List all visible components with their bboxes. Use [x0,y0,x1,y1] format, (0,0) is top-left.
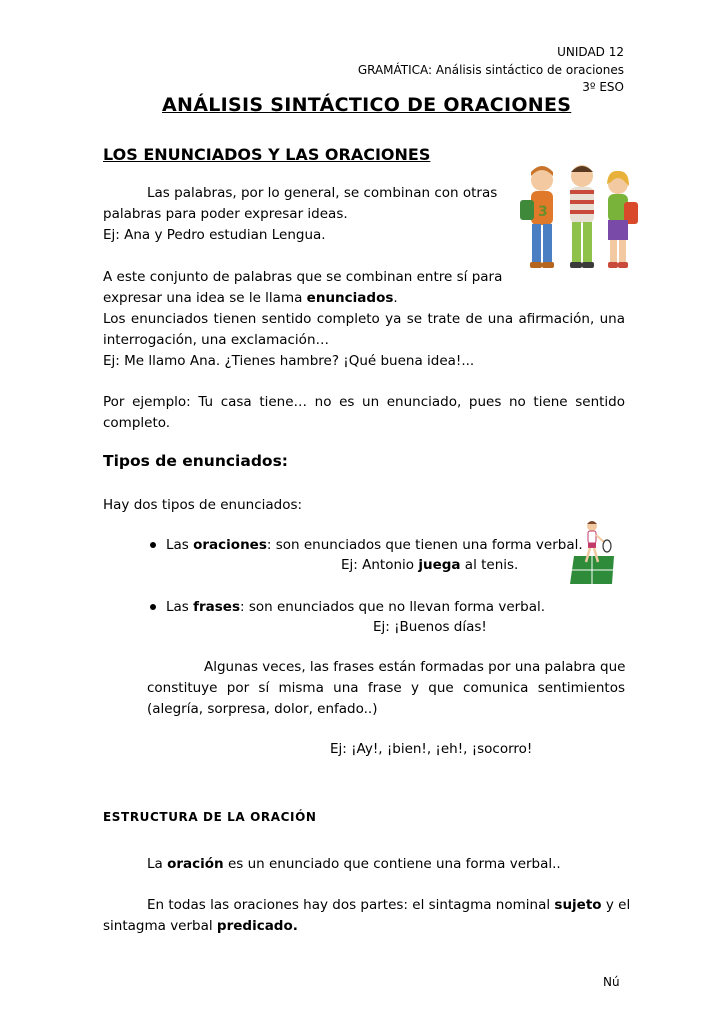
section-heading-tipos: Tipos de enunciados: [103,452,289,470]
section-heading-estructura: ESTRUCTURA DE LA ORACIÓN [103,810,317,824]
paragraph-line: palabras para poder expresar ideas. [103,206,348,222]
page-number: Nú [603,975,620,989]
paragraph-line: expresar una idea se le llama enunciados. [103,290,398,306]
svg-text:3: 3 [538,204,548,220]
paragraph-line: Los enunciados tienen sentido completo ya se trate de una afirmación, una [103,311,625,327]
paragraph-line: Por ejemplo: Tu casa tiene… no es un enunciado, pues no tiene sentido [103,394,625,410]
bullet-icon [150,604,156,610]
paragraph-line: La oración es un enunciado que contiene una forma verbal.. [147,856,561,872]
paragraph-line: completo. [103,415,171,431]
paragraph-line: A este conjunto de palabras que se combinan entre sí para [103,269,503,285]
students-illustration [512,160,644,272]
child-left-figure [520,166,554,268]
example-line: Ej: Ana y Pedro estudian Lengua. [103,227,326,243]
child-middle-figure [570,165,594,268]
child-right-figure [607,171,638,268]
paragraph-line: sintagma verbal predicado. [103,918,298,934]
section-heading-enunciados: LOS ENUNCIADOS Y LAS ORACIONES [103,145,431,164]
tennis-player-illustration [568,518,616,584]
paragraph-line: (alegría, sorpresa, dolor, enfado..) [147,701,378,717]
header-unit: UNIDAD 12 [557,45,624,59]
example-line: Ej: ¡Buenos días! [373,619,487,635]
header-course: 3º ESO [582,80,624,94]
paragraph-line: constituye por sí misma una frase y que comunica sentimientos [147,680,625,696]
example-line: Ej: Me llamo Ana. ¿Tienes hambre? ¡Qué buena idea!... [103,353,475,369]
paragraph-line: Algunas veces, las frases están formadas por una palabra que [204,659,626,675]
header-subject: GRAMÁTICA: Análisis sintáctico de oraciones [357,63,624,77]
paragraph-line: Las palabras, por lo general, se combinan con otras [147,185,498,201]
example-line: Ej: ¡Ay!, ¡bien!, ¡eh!, ¡socorro! [330,741,533,757]
list-item-frases: Las frases: son enunciados que no llevan forma verbal. [150,599,545,615]
paragraph-line: Hay dos tipos de enunciados: [103,497,303,513]
paragraph-line: En todas las oraciones hay dos partes: el sintagma nominal sujeto y el [147,897,631,913]
example-line: Ej: Antonio juega al tenis. [341,557,519,573]
list-item-oraciones: Las oraciones: son enunciados que tienen una forma verbal. [150,537,583,553]
page-title: ANÁLISIS SINTÁCTICO DE ORACIONES [162,94,572,116]
paragraph-line: interrogación, una exclamación… [103,332,329,348]
bullet-icon [150,542,156,548]
